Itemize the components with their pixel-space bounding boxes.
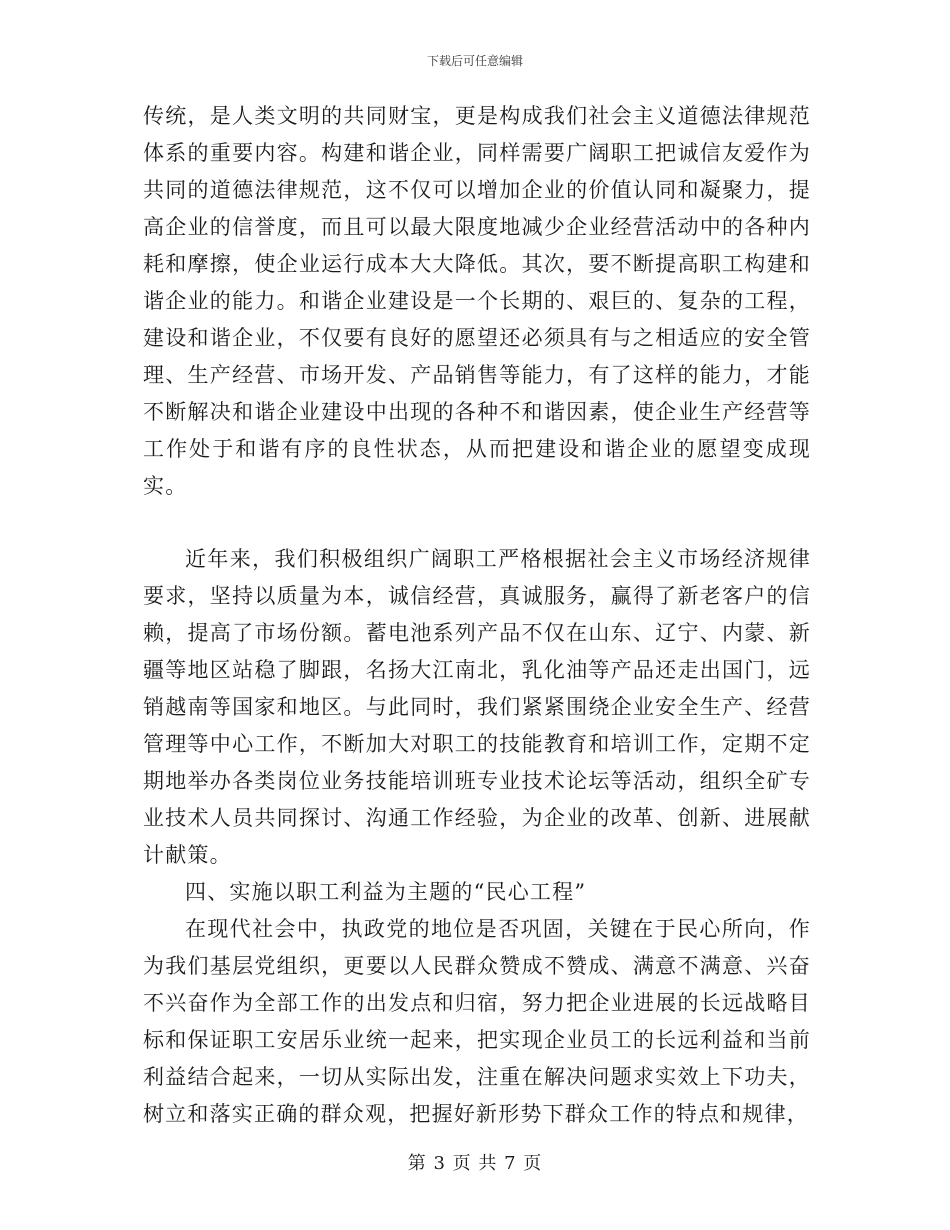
paragraph-continuation: 传统，是人类文明的共同财宝，更是构成我们社会主义道德法律规范体系的重要内容。构建和谐企业，同样需要广阔职工把诚信友爱作为共同的道德法律规范，这不仅可以增加企业的价值认同和凝聚力，提高企业的信誉度，而且可以最大限度地减少企业经营活动中的各种内耗和摩擦，使企业运行成本大大降低。其次，要不断提高职工构建和谐企业的能力。和谐企业建设是一个长期的、艰巨的、复杂的工程，建设和谐企业，不仅要有良好的愿望还必须具有与之相适应的安全管理、生产经营、市场开发、产品销售等能力，有了这样的能力，才能不断解决和谐企业建设中出现的各种不和谐因素，使企业生产经营等工作处于和谐有序的良性状态，从而把建设和谐企业的愿望变成现实。 [143,104,811,498]
paragraph-people: 在现代社会中，执政党的地位是否巩固，关键在于民心所向，作为我们基层党组织，更要以人民群众赞成不赞成、满意不满意、兴奋不兴奋作为全部工作的出发点和归宿，努力把企业进展的长远战略目标和保证职工安居乐业统一起来，把实现企业员工的长远利益和当前利益结合起来，一切从实际出发，注重在解决问题求实效上下功夫，树立和落实正确的群众观，把握好新形势下群众工作的特点和规律， [143,917,811,1126]
page-number: 第 3 页 共 7 页 [407,1153,543,1174]
page-header: 下载后可任意编辑 [426,54,523,68]
section-heading: 四、实施以职工利益为主题的“民心工程” [185,880,587,904]
document-body [143,98,811,1133]
paragraph-market: 近年来，我们积极组织广阔职工严格根据社会主义市场经济规律要求，坚持以质量为本，诚信经营，真诚服务，赢得了新老客户的信赖，提高了市场份额。蓄电池系列产品不仅在山东、辽宁、内蒙、新疆等地区站稳了脚跟，名扬大江南北，乳化油等产品还走出国门，远销越南等国家和地区。与此同时，我们紧紧围绕企业安全生产、经营管理等中心工作，不断加大对职工的技能教育和培训工作，定期不定期地举办各类岗位业务技能培训班专业技术论坛等活动，组织全矿专业技术人员共同探讨、沟通工作经验，为企业的改革、创新、进展献计献策。 [143,547,811,867]
